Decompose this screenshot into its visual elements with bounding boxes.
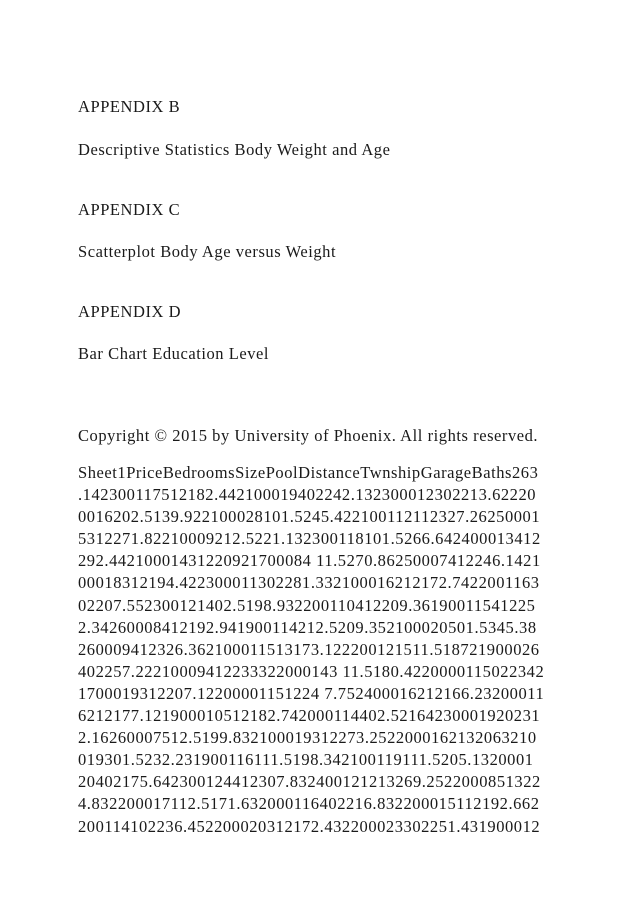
- data-line: 5312271.82210009212.5221.132300118101.5266.642400013412: [78, 529, 541, 549]
- data-line: 20402175.642300124412307.832400121213269.2522000851322: [78, 772, 541, 792]
- copyright-notice: Copyright © 2015 by University of Phoenix. All rights reserved.: [78, 426, 539, 445]
- data-line: .142300117512182.442100019402242.132300012302213.62220: [78, 485, 537, 505]
- data-line: 6212177.121900010512182.742000114402.52164230001920231: [78, 706, 541, 726]
- data-line: 019301.5232.231900116111.5198.342100119111.5205.1320001: [78, 750, 534, 770]
- data-line: 200114102236.452200020312172.432200023302251.431900012: [78, 816, 541, 836]
- data-line: 0016202.5139.922100028101.5245.422100112112327.26250001: [78, 507, 541, 527]
- data-line: Sheet1PriceBedroomsSizePoolDistanceTwnshipGarageBaths263: [78, 463, 539, 482]
- appendix-b-subtitle: Descriptive Statistics Body Weight and Age: [78, 140, 391, 159]
- data-line: 402257.22210009412233322000143 11.5180.4220000115022342: [78, 661, 545, 681]
- data-line: 260009412326.362100011513173.122200121511.518721900026: [78, 639, 540, 659]
- data-line: 292.44210001431220921700084 11.5270.86250007412246.1421: [78, 551, 541, 571]
- appendix-d-heading: APPENDIX D: [78, 302, 182, 321]
- data-line: 00018312194.422300011302281.332100016212172.7422001163: [78, 573, 540, 593]
- appendix-c-subtitle: Scatterplot Body Age versus Weight: [78, 242, 337, 261]
- data-line: 1700019312207.12200001151224 7.752400016212166.23200011: [78, 683, 545, 703]
- appendix-b-heading: APPENDIX B: [78, 97, 181, 116]
- data-line: 4.832200017112.5171.632000116402216.832200015112192.662: [78, 794, 540, 814]
- data-line: 02207.552300121402.5198.932200110412209.36190011541225: [78, 595, 536, 615]
- spreadsheet-data-block: [78, 462, 578, 838]
- appendix-c-heading: APPENDIX C: [78, 200, 181, 219]
- data-line: 2.16260007512.5199.832100019312273.2522000162132063210: [78, 728, 537, 748]
- appendix-d-subtitle: Bar Chart Education Level: [78, 344, 270, 363]
- data-line: 2.34260008412192.941900114212.5209.352100020501.5345.38: [78, 617, 537, 637]
